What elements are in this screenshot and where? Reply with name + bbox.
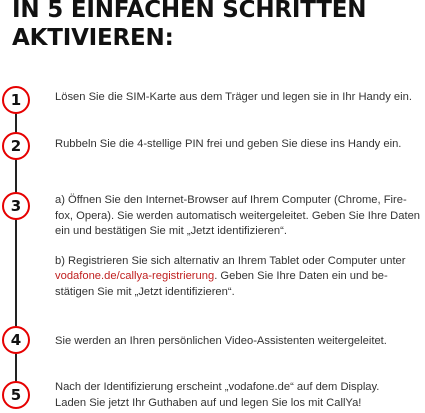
- step-3-option-b-lead: b) Registrieren Sie sich alternativ an Ihrem Tablet oder Computer unter: [55, 254, 406, 267]
- title-line-2: AKTIVIEREN:: [12, 25, 174, 51]
- step-5-line-1: Nach der Identifizierung erscheint „vodafone.de“ auf dem Display.: [55, 381, 380, 393]
- step-3-option-b: [55, 254, 421, 301]
- step-5-text: [55, 380, 421, 411]
- step-1-text: [55, 90, 421, 106]
- step-2-text: [55, 137, 421, 153]
- step-3-text: [55, 193, 421, 300]
- step-5-line-2: Laden Sie jetzt Ihr Guthaben auf und legen Sie los mit CallYa!: [55, 396, 362, 409]
- step-2-paragraph: Rubbeln Sie die 4-stellige PIN frei und geben Sie diese ins Handy ein.: [55, 138, 402, 150]
- step-1-paragraph: Lösen Sie die SIM-Karte aus dem Träger und legen sie in Ihr Handy ein.: [55, 91, 412, 103]
- step-4-text: [55, 334, 421, 350]
- title-line-1: IN 5 EINFACHEN SCHRITTEN: [12, 0, 367, 23]
- step-3-number-badge: 3: [2, 192, 30, 220]
- step-1-number-badge: 1: [2, 86, 30, 114]
- page-title: [12, 0, 422, 52]
- step-4-number-badge: 4: [2, 326, 30, 354]
- step-4-paragraph: Sie werden an Ihren persönlichen Video-Assistenten weitergeleitet.: [55, 335, 387, 347]
- step-5-number-badge: 5: [2, 381, 30, 409]
- registration-link[interactable]: vodafone.de/callya-registrierung: [55, 270, 215, 282]
- step-2-number-badge: 2: [2, 132, 30, 160]
- step-3-option-b-tail: . Geben Sie Ihre Daten ein und be-stätigen Sie mit „Jetzt identifizieren“.: [55, 270, 388, 298]
- step-3-option-a: a) Öffnen Sie den Internet-Browser auf Ihrem Computer (Chrome, Fire-fox, Opera). Sie werden automatisch weitergeleitet. Geben Sie Ihre Daten ein und bestätigen Sie mit „Jetzt identifizieren“.: [55, 194, 421, 237]
